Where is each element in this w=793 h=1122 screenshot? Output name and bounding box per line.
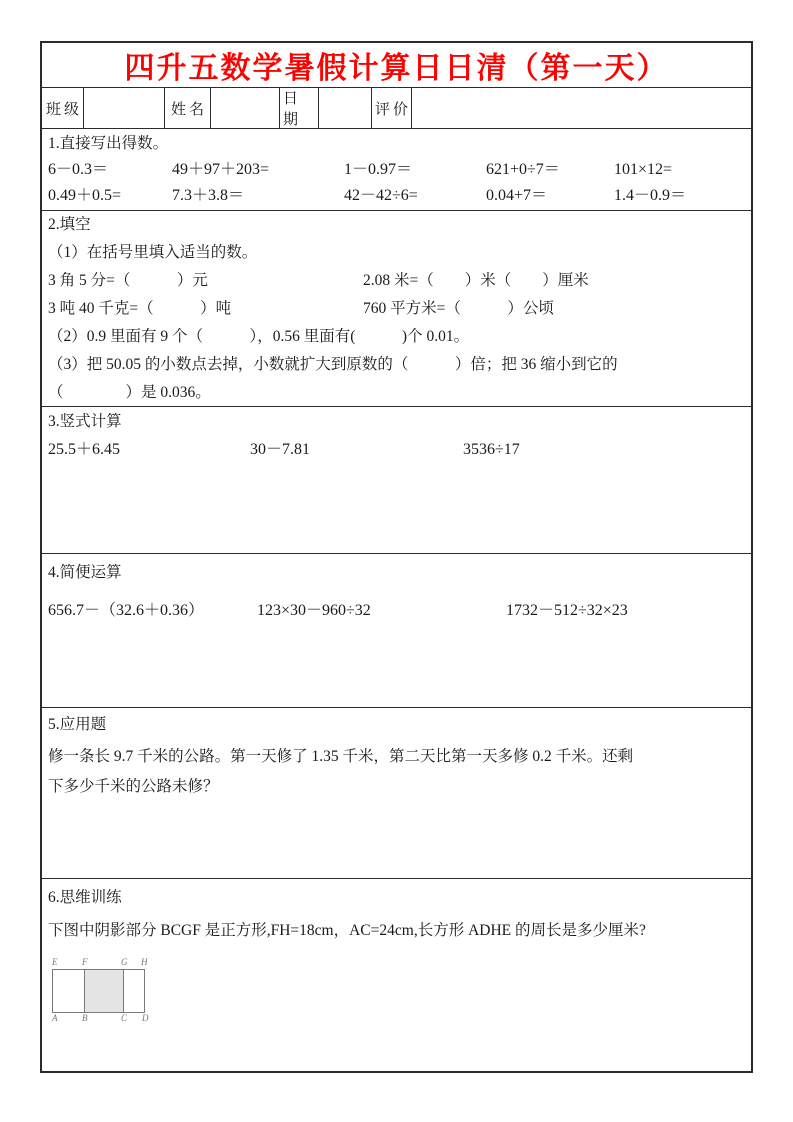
date-input-cell[interactable] [319,88,372,128]
figure-label-h: H [141,957,148,967]
calc-expression: 3536÷17 [463,441,520,458]
section-1-heading: 1.直接写出得数。 [48,135,169,152]
calc-expression: 1732－512÷32×23 [506,602,628,619]
section-5-heading: 5.应用题 [48,716,107,733]
name-label: 姓名 [170,101,207,118]
evaluation-input-cell[interactable] [412,88,751,128]
date-label: 日期 [283,91,302,128]
figure-label-a: A [52,1013,58,1023]
word-problem-line-1: 修一条长 9.7 千米的公路。第一天修了 1.35 千米，第二天比第一天多修 0.2 千米。还剩 [48,748,634,765]
calc-expression: 6－0.3＝ [48,161,109,178]
fill-blank-line-1 [48,267,745,295]
figure-bottom-labels [52,1013,162,1025]
figure-label-f: F [82,957,88,967]
date-label-cell [280,88,319,128]
calc-expression: 25.5＋6.45 [48,441,121,458]
calc-expression: 621+0÷7＝ [486,161,560,178]
word-problem-line-2: 下多少千米的公路未修？ [48,778,219,795]
fill-blank-expression: 2.08 米=（ ）米（ ）厘米 [363,272,589,289]
worksheet-table [40,41,753,1073]
fill-blank-line-2 [48,295,745,323]
title-row [42,43,751,88]
thinking-problem-text: 下图中阴影部分 BCGF 是正方形,FH=18cm，AC=24cm,长方形 ADHE 的周长是多少厘米? [48,922,646,939]
figure-label-c: C [121,1013,128,1023]
figure-label-d: D [142,1013,149,1023]
calc-expression: 101×12= [614,161,673,178]
fill-blank-expression: 760 平方米=（ ）公顷 [363,300,554,317]
fill-blank-item-3-line-1: （3）把 50.05 的小数点去掉，小数就扩大到原数的（ ）倍；把 36 缩小到它的 [48,356,618,373]
fill-blank-expression: 3 吨 40 千克=（ ）吨 [48,300,232,317]
section-6-heading: 6.思维训练 [48,889,122,906]
section-1-direct-calculation [42,129,751,211]
section-4-problems [48,598,745,624]
calc-expression: 42－42÷6= [344,187,418,204]
name-label-cell [165,88,211,128]
figure-rectangle-adhe [52,969,145,1013]
section-3-problems [48,435,745,465]
section-1-problem-row-1 [48,157,745,183]
calc-expression: 1－0.97＝ [344,161,413,178]
info-header-row [42,88,751,129]
calc-expression: 0.04+7＝ [486,187,548,204]
section-4-simplified-operations [42,554,751,708]
calc-expression: 7.3＋3.8＝ [172,187,245,204]
calc-expression: 123×30－960÷32 [257,602,371,619]
section-2-fill-in-blanks [42,211,751,407]
fill-blank-item-1: （1）在括号里填入适当的数。 [48,244,258,261]
calc-expression: 656.7－（32.6＋0.36） [48,602,205,619]
name-input-cell[interactable] [211,88,280,128]
figure-left-region [53,970,85,1012]
figure-label-e: E [52,957,58,967]
page-title: 四升五数学暑假计算日日清（第一天） [124,52,669,85]
section-3-heading: 3.竖式计算 [48,413,122,430]
class-label-cell [42,88,84,128]
calc-expression: 1.4－0.9＝ [614,187,687,204]
calc-expression: 30－7.81 [250,441,311,458]
class-label: 班级 [45,101,82,118]
figure-label-b: B [82,1013,88,1023]
figure-top-labels [52,957,162,969]
figure-label-g: G [121,957,128,967]
section-6-thinking-training [42,879,751,1071]
figure-right-region [124,970,144,1012]
geometry-figure [52,957,162,1025]
evaluation-label-cell [372,88,412,128]
fill-blank-expression: 3 角 5 分=（ ）元 [48,272,208,289]
section-5-word-problem [42,708,751,879]
class-input-cell[interactable] [84,88,165,128]
word-problem-text [48,742,745,802]
fill-blank-item-2: （2）0.9 里面有 9 个（ ），0.56 里面有( )个 0.01。 [48,328,470,345]
figure-shaded-square-bcgf [85,970,124,1012]
section-1-problem-row-2 [48,183,745,209]
calc-expression: 49＋97＋203= [172,161,270,178]
calc-expression: 0.49＋0.5= [48,187,122,204]
evaluation-label: 评价 [375,101,412,118]
section-3-vertical-calculation [42,407,751,554]
fill-blank-item-3-line-2: （ ）是 0.036。 [48,384,211,401]
section-4-heading: 4.简便运算 [48,564,122,581]
section-2-heading: 2.填空 [48,216,91,233]
